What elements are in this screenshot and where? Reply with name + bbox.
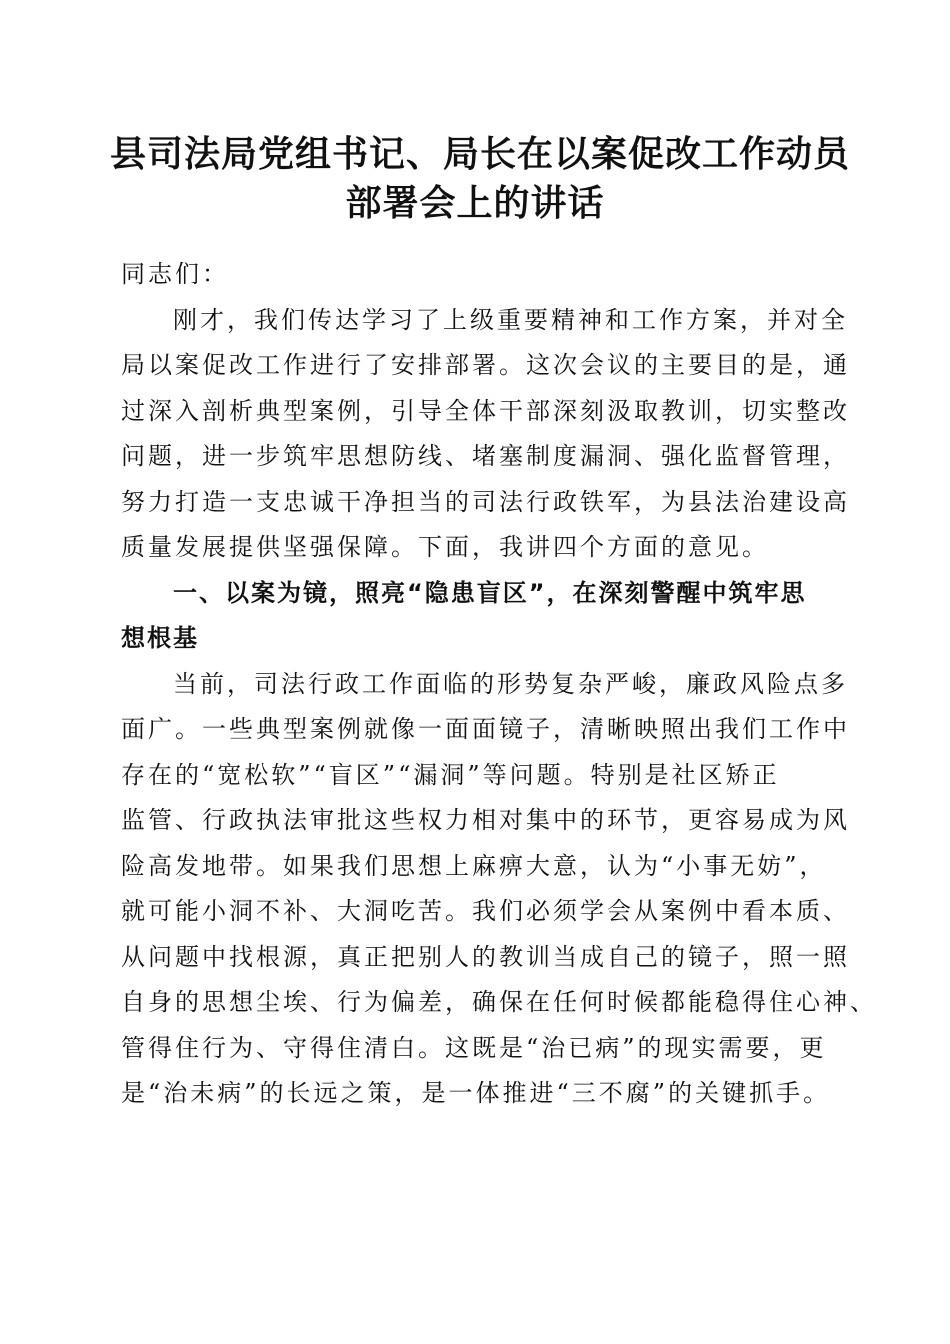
heading-line: 想根基: [121, 624, 199, 652]
section-heading-1: [121, 571, 841, 662]
paragraph-line: 存在的“宽松软”“盲区”“漏洞”等问题。特别是社区矫正: [121, 760, 780, 789]
document-title: [110, 130, 851, 228]
paragraph-line: 刚才，我们传达学习了上级重要精神和工作方案，并对全: [173, 305, 848, 334]
paragraph-line: 自身的思想尘埃、行为偏差，确保在任何时候都能稳得住心神、: [121, 988, 877, 1016]
paragraph-line: 是“治未病”的长远之策，是一体推进“三不腐”的关键抓手。: [121, 1079, 831, 1107]
paragraph-line: 监管、行政执法审批这些权力相对集中的环节，更容易成为风: [121, 806, 850, 834]
paragraph-line: 努力打造一支忠诚干净担当的司法行政铁军，为县法治建设高: [121, 487, 850, 516]
document-body: [121, 252, 877, 1117]
paragraph-line: 质量发展提供坚强保障。下面，我讲四个方面的意见。: [121, 533, 769, 561]
salutation: 同志们：: [121, 260, 229, 288]
paragraph-line: 从问题中找根源，真正把别人的教训当成自己的镜子，照一照: [121, 942, 850, 971]
paragraph-line: 就可能小洞不补、大洞吃苦。我们必须学会从案例中看本质、: [121, 897, 850, 925]
paragraph-section-1: [121, 662, 877, 1117]
paragraph-line: 当前，司法行政工作面临的形势复杂严峻，廉政风险点多: [173, 669, 848, 698]
paragraph-line: 过深入剖析典型案例，引导全体干部深刻汲取教训，切实整改: [121, 396, 850, 425]
paragraph-line: 险高发地带。如果我们思想上麻痹大意，认为“小事无妨”，: [121, 851, 827, 880]
paragraph-line: 面广。一些典型案例就像一面面镜子，清晰映照出我们工作中: [121, 715, 850, 743]
title-line-2: 部署会上的讲话: [345, 182, 605, 224]
paragraph-opening: [121, 298, 850, 571]
heading-line: 一、以案为镜，照亮“隐患盲区”，在深刻警醒中筑牢思: [173, 578, 807, 607]
paragraph-line: 管得住行为、守得住清白。这既是“治已病”的现实需要，更: [121, 1033, 827, 1062]
title-line-1: 县司法局党组书记、局长在以案促改工作动员: [110, 133, 851, 175]
paragraph-line: 问题，进一步筑牢思想防线、堵塞制度漏洞、强化监督管理，: [121, 442, 850, 470]
paragraph-line: 局以案促改工作进行了安排部署。这次会议的主要目的是，通: [121, 351, 850, 379]
